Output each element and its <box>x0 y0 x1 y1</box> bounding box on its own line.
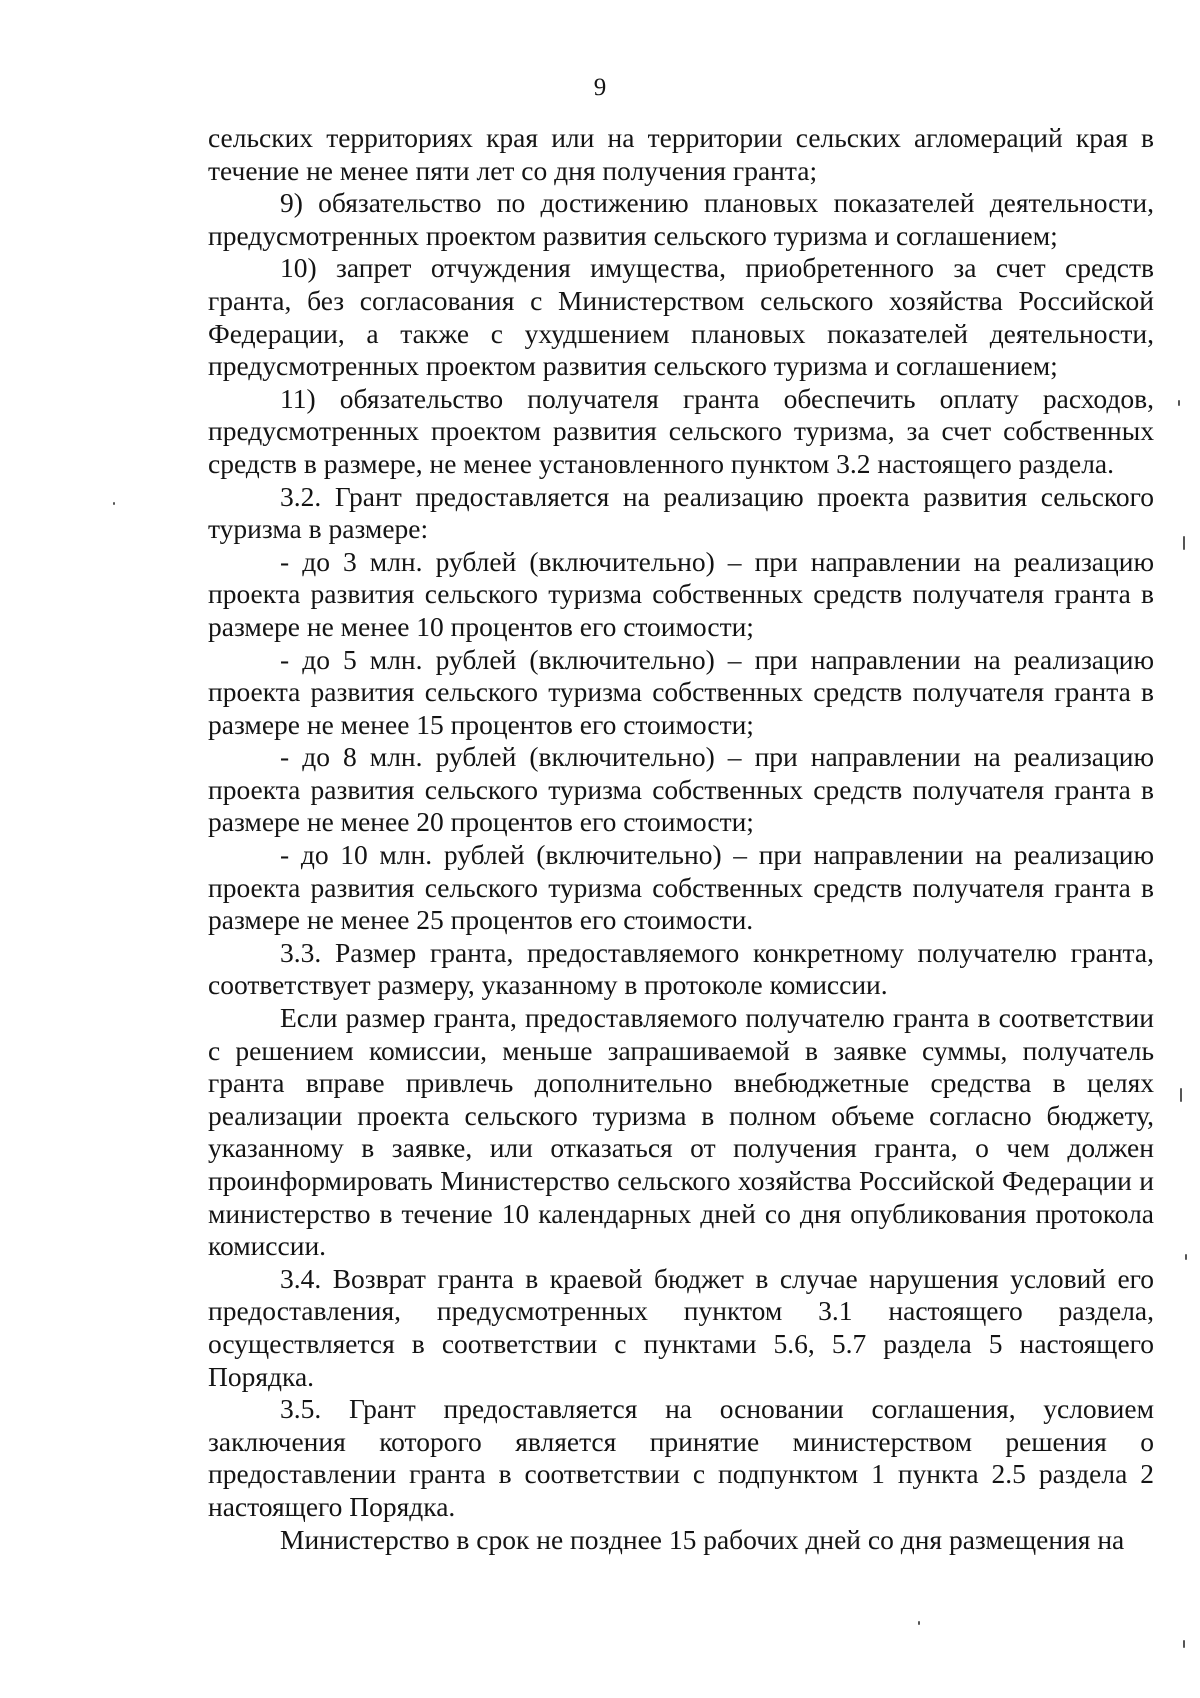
paragraph: 9) обязательство по достижению плановых показателей деятельности, предусмотренных проектом развития сельского туризма и соглашением; <box>208 187 1154 251</box>
scan-speck <box>1180 1088 1182 1102</box>
scan-speck <box>918 1621 920 1625</box>
scan-speck <box>113 502 115 505</box>
scan-speck <box>1178 400 1180 406</box>
paragraph: 3.3. Размер гранта, предоставляемого конкретному получателю гранта, соответствует размеру, указанному в протоколе комиссии. <box>208 936 1154 1001</box>
scan-speck <box>1185 1254 1187 1260</box>
paragraph: - до 10 млн. рублей (включительно) – при направлении на реализацию проекта развития сельского туризма собственных средств получателя гранта в размере не менее 25 процентов его стоимости. <box>208 839 1154 936</box>
paragraph: - до 5 млн. рублей (включительно) – при направлении на реализацию проекта развития сельского туризма собственных средств получателя гранта в размере не менее 15 процентов его стоимости; <box>208 643 1154 740</box>
scan-speck <box>1183 536 1185 550</box>
document-body <box>208 122 1154 1556</box>
paragraph: 11) обязательство получателя гранта обеспечить оплату расходов, предусмотренных проектом развития сельского туризма, за счет собственных средств в размере, не менее установленного пунктом 3.2 настоящего раздела. <box>208 382 1154 479</box>
paragraph: 3.5. Грант предоставляется на основании соглашения, условием заключения которого является принятие министерством решения о предоставлении гранта в соответствии с подпунктом 1 пункта 2.5 раздела 2 настоящего Порядка. <box>208 1393 1154 1522</box>
paragraph: 10) запрет отчуждения имущества, приобретенного за счет средств гранта, без согласования с Министерством сельского хозяйства Российской Федерации, а также с ухудшением плановых показателей деятельности, предусмотренных проектом развития сельского туризма и соглашением; <box>208 252 1154 382</box>
paragraph: Министерство в срок не позднее 15 рабочих дней со дня размещения на <box>280 1523 1125 1555</box>
paragraph: 3.4. Возврат гранта в краевой бюджет в случае нарушения условий его предоставления, предусмотренных пунктом 3.1 настоящего раздела, осуществляется в соответствии с пунктами 5.6, 5.7 раздела 5 настоящего Порядка. <box>208 1262 1154 1392</box>
paragraph: Если размер гранта, предоставляемого получателю гранта в соответствии с решением комиссии, меньше запрашиваемой в заявке суммы, получатель гранта вправе привлечь дополнительно внебюджетные средства в целях реализации проекта сельского туризма в полном объеме согласно бюджету, указанному в заявке, или отказаться от получения гранта, о чем должен проинформировать Министерство сельского хозяйства Российской Федерации и министерство в течение 10 календарных дней со дня опубликования протокола комиссии. <box>208 1002 1154 1262</box>
paragraph: 3.2. Грант предоставляется на реализацию проекта развития сельского туризма в размере: <box>208 480 1154 545</box>
paragraph: - до 3 млн. рублей (включительно) – при направлении на реализацию проекта развития сельского туризма собственных средств получателя гранта в размере не менее 10 процентов его стоимости; <box>208 545 1154 642</box>
scan-speck <box>1183 1640 1185 1648</box>
page-number: 9 <box>593 74 607 101</box>
paragraph: сельских территориях края или на территории сельских агломераций края в течение не менее пяти лет со дня получения гранта; <box>208 122 1154 186</box>
paragraph: - до 8 млн. рублей (включительно) – при направлении на реализацию проекта развития сельского туризма собственных средств получателя гранта в размере не менее 20 процентов его стоимости; <box>208 741 1154 838</box>
